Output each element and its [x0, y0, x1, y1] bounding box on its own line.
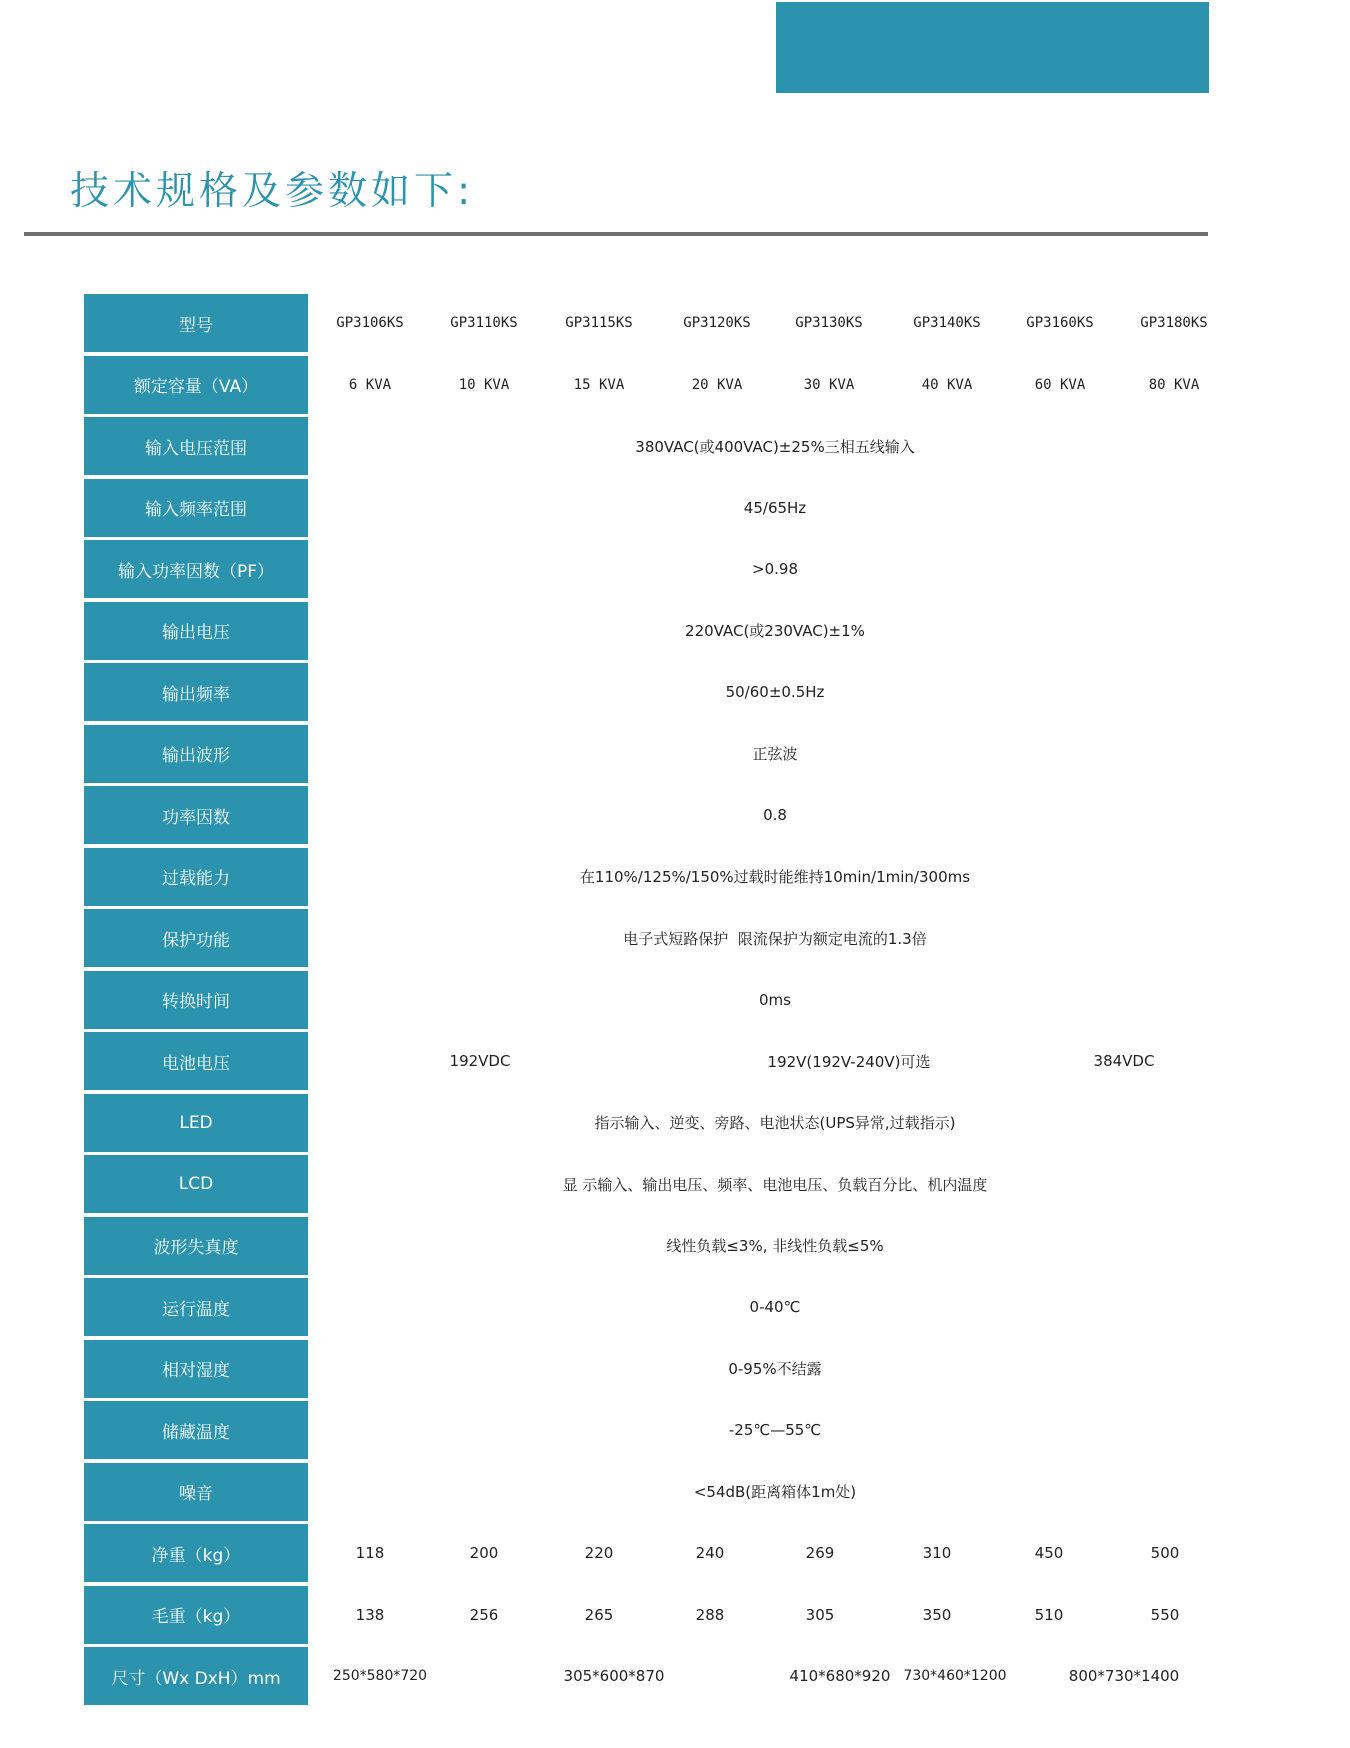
spec-value: 384VDC	[1093, 1052, 1155, 1070]
spec-value: 45/65Hz	[743, 498, 807, 517]
dimension-value: 800*730*1400	[1068, 1667, 1180, 1685]
row-capacity	[84, 356, 1234, 414]
row-label: 波形失真度	[84, 1217, 308, 1275]
spec-value: 在110%/125%/150%过载时能维持10min/1min/300ms	[579, 868, 971, 886]
row-output-waveform	[84, 725, 1234, 783]
row-label: 输出电压	[84, 602, 308, 660]
row-dimensions	[84, 1647, 1234, 1705]
spec-value: -25℃—55℃	[728, 1421, 822, 1439]
capacity-value: 20 KVA	[691, 376, 743, 393]
spec-value: >0.98	[752, 560, 798, 578]
spec-value: 50/60±0.5Hz	[725, 683, 825, 701]
row-label: 电池电压	[84, 1032, 308, 1090]
row-label: 输入电压范围	[84, 417, 308, 475]
model-name: GP3180KS	[1140, 315, 1208, 331]
capacity-value: 60 KVA	[1034, 376, 1086, 393]
header-accent-block	[776, 2, 1209, 93]
model-name: GP3130KS	[795, 315, 863, 331]
row-model	[84, 294, 1234, 352]
row-storage-temperature	[84, 1401, 1234, 1459]
weight-value: 510	[1034, 1605, 1064, 1624]
row-label: 净重（kg）	[84, 1524, 308, 1582]
row-protection	[84, 909, 1234, 967]
dimension-value: 410*680*920	[789, 1667, 891, 1685]
row-power-factor	[84, 786, 1234, 844]
row-overload	[84, 848, 1234, 906]
spec-value: 380VAC(或400VAC)±25%三相五线输入	[635, 437, 915, 456]
weight-value: 220	[584, 1544, 614, 1562]
weight-value: 450	[1034, 1544, 1064, 1562]
spec-value: 电子式短路保护 限流保护为额定电流的1.3倍	[623, 929, 927, 948]
capacity-value: 40 KVA	[921, 376, 973, 393]
row-label: LED	[84, 1094, 308, 1152]
row-label: 输出波形	[84, 725, 308, 783]
model-name: GP3110KS	[450, 315, 518, 331]
row-transfer-time	[84, 971, 1234, 1029]
row-input-frequency	[84, 479, 1234, 537]
capacity-value: 15 KVA	[573, 376, 625, 393]
row-label: 输入频率范围	[84, 479, 308, 537]
row-label: 储藏温度	[84, 1401, 308, 1459]
capacity-value: 80 KVA	[1148, 376, 1200, 393]
model-name: GP3106KS	[336, 315, 404, 331]
row-label: 功率因数	[84, 786, 308, 844]
spec-value: 正弦波	[752, 745, 798, 763]
spec-value: 0.8	[763, 806, 787, 824]
spec-value: 0-40℃	[749, 1298, 801, 1316]
model-name: GP3120KS	[683, 315, 751, 331]
weight-value: 305	[805, 1605, 835, 1624]
weight-value: 256	[469, 1605, 499, 1624]
row-label: 转换时间	[84, 971, 308, 1029]
weight-value: 240	[695, 1544, 725, 1562]
dimension-value: 250*580*720	[332, 1668, 428, 1684]
row-humidity	[84, 1340, 1234, 1398]
model-name: GP3160KS	[1026, 315, 1094, 331]
row-label: 保护功能	[84, 909, 308, 967]
weight-value: 310	[922, 1544, 952, 1562]
spec-value: 220VAC(或230VAC)±1%	[685, 622, 865, 640]
row-net-weight	[84, 1524, 1234, 1582]
title-divider	[24, 232, 1208, 236]
row-noise	[84, 1463, 1234, 1521]
row-label: 尺寸（Wx DxH）mm	[84, 1647, 308, 1705]
row-label: 相对湿度	[84, 1340, 308, 1398]
weight-value: 550	[1150, 1605, 1180, 1624]
dimension-value: 305*600*870	[563, 1667, 665, 1685]
weight-value: 350	[922, 1605, 952, 1624]
spec-value: 0ms	[759, 990, 791, 1009]
row-label: 输入功率因数（PF）	[84, 540, 308, 598]
spec-value: 指示输入、逆变、旁路、电池状态(UPS异常,过载指示)	[594, 1114, 956, 1132]
row-gross-weight	[84, 1586, 1234, 1644]
spec-value: 0-95%不结露	[728, 1360, 822, 1378]
weight-value: 200	[469, 1544, 499, 1562]
row-led	[84, 1094, 1234, 1152]
weight-value: 288	[695, 1605, 725, 1624]
row-operating-temperature	[84, 1278, 1234, 1336]
capacity-value: 6 KVA	[348, 376, 392, 393]
row-label: 输出频率	[84, 663, 308, 721]
weight-value: 118	[355, 1544, 385, 1562]
model-name: GP3115KS	[565, 315, 633, 331]
capacity-value: 10 KVA	[458, 376, 510, 393]
row-output-frequency	[84, 663, 1234, 721]
spec-value: 192V(192V-240V)可选	[767, 1052, 931, 1071]
row-label: 噪音	[84, 1463, 308, 1521]
row-label: 额定容量（VA）	[84, 356, 308, 414]
row-label: 过载能力	[84, 848, 308, 906]
dimension-value: 730*460*1200	[903, 1668, 1007, 1684]
spec-value: <54dB(距离箱体1m处)	[693, 1483, 857, 1501]
weight-value: 138	[355, 1605, 385, 1624]
spec-value: 192VDC	[449, 1052, 511, 1070]
weight-value: 265	[584, 1605, 614, 1624]
spec-value: 线性负载≤3%, 非线性负载≤5%	[666, 1237, 884, 1255]
model-name: GP3140KS	[913, 315, 981, 331]
weight-value: 500	[1150, 1544, 1180, 1562]
row-input-voltage	[84, 417, 1234, 475]
capacity-value: 30 KVA	[803, 376, 855, 393]
weight-value: 269	[805, 1544, 835, 1562]
spec-table	[84, 294, 1234, 1709]
row-lcd	[84, 1155, 1234, 1213]
row-label: LCD	[84, 1155, 308, 1213]
row-label: 运行温度	[84, 1278, 308, 1336]
row-thd	[84, 1217, 1234, 1275]
spec-value: 显 示输入、输出电压、频率、电池电压、负载百分比、机内温度	[562, 1175, 988, 1194]
page-title: 技术规格及参数如下:	[70, 169, 475, 214]
row-label: 型号	[84, 294, 308, 352]
row-input-power-factor	[84, 540, 1234, 598]
row-output-voltage	[84, 602, 1234, 660]
row-battery-voltage	[84, 1032, 1234, 1090]
row-label: 毛重（kg）	[84, 1586, 308, 1644]
